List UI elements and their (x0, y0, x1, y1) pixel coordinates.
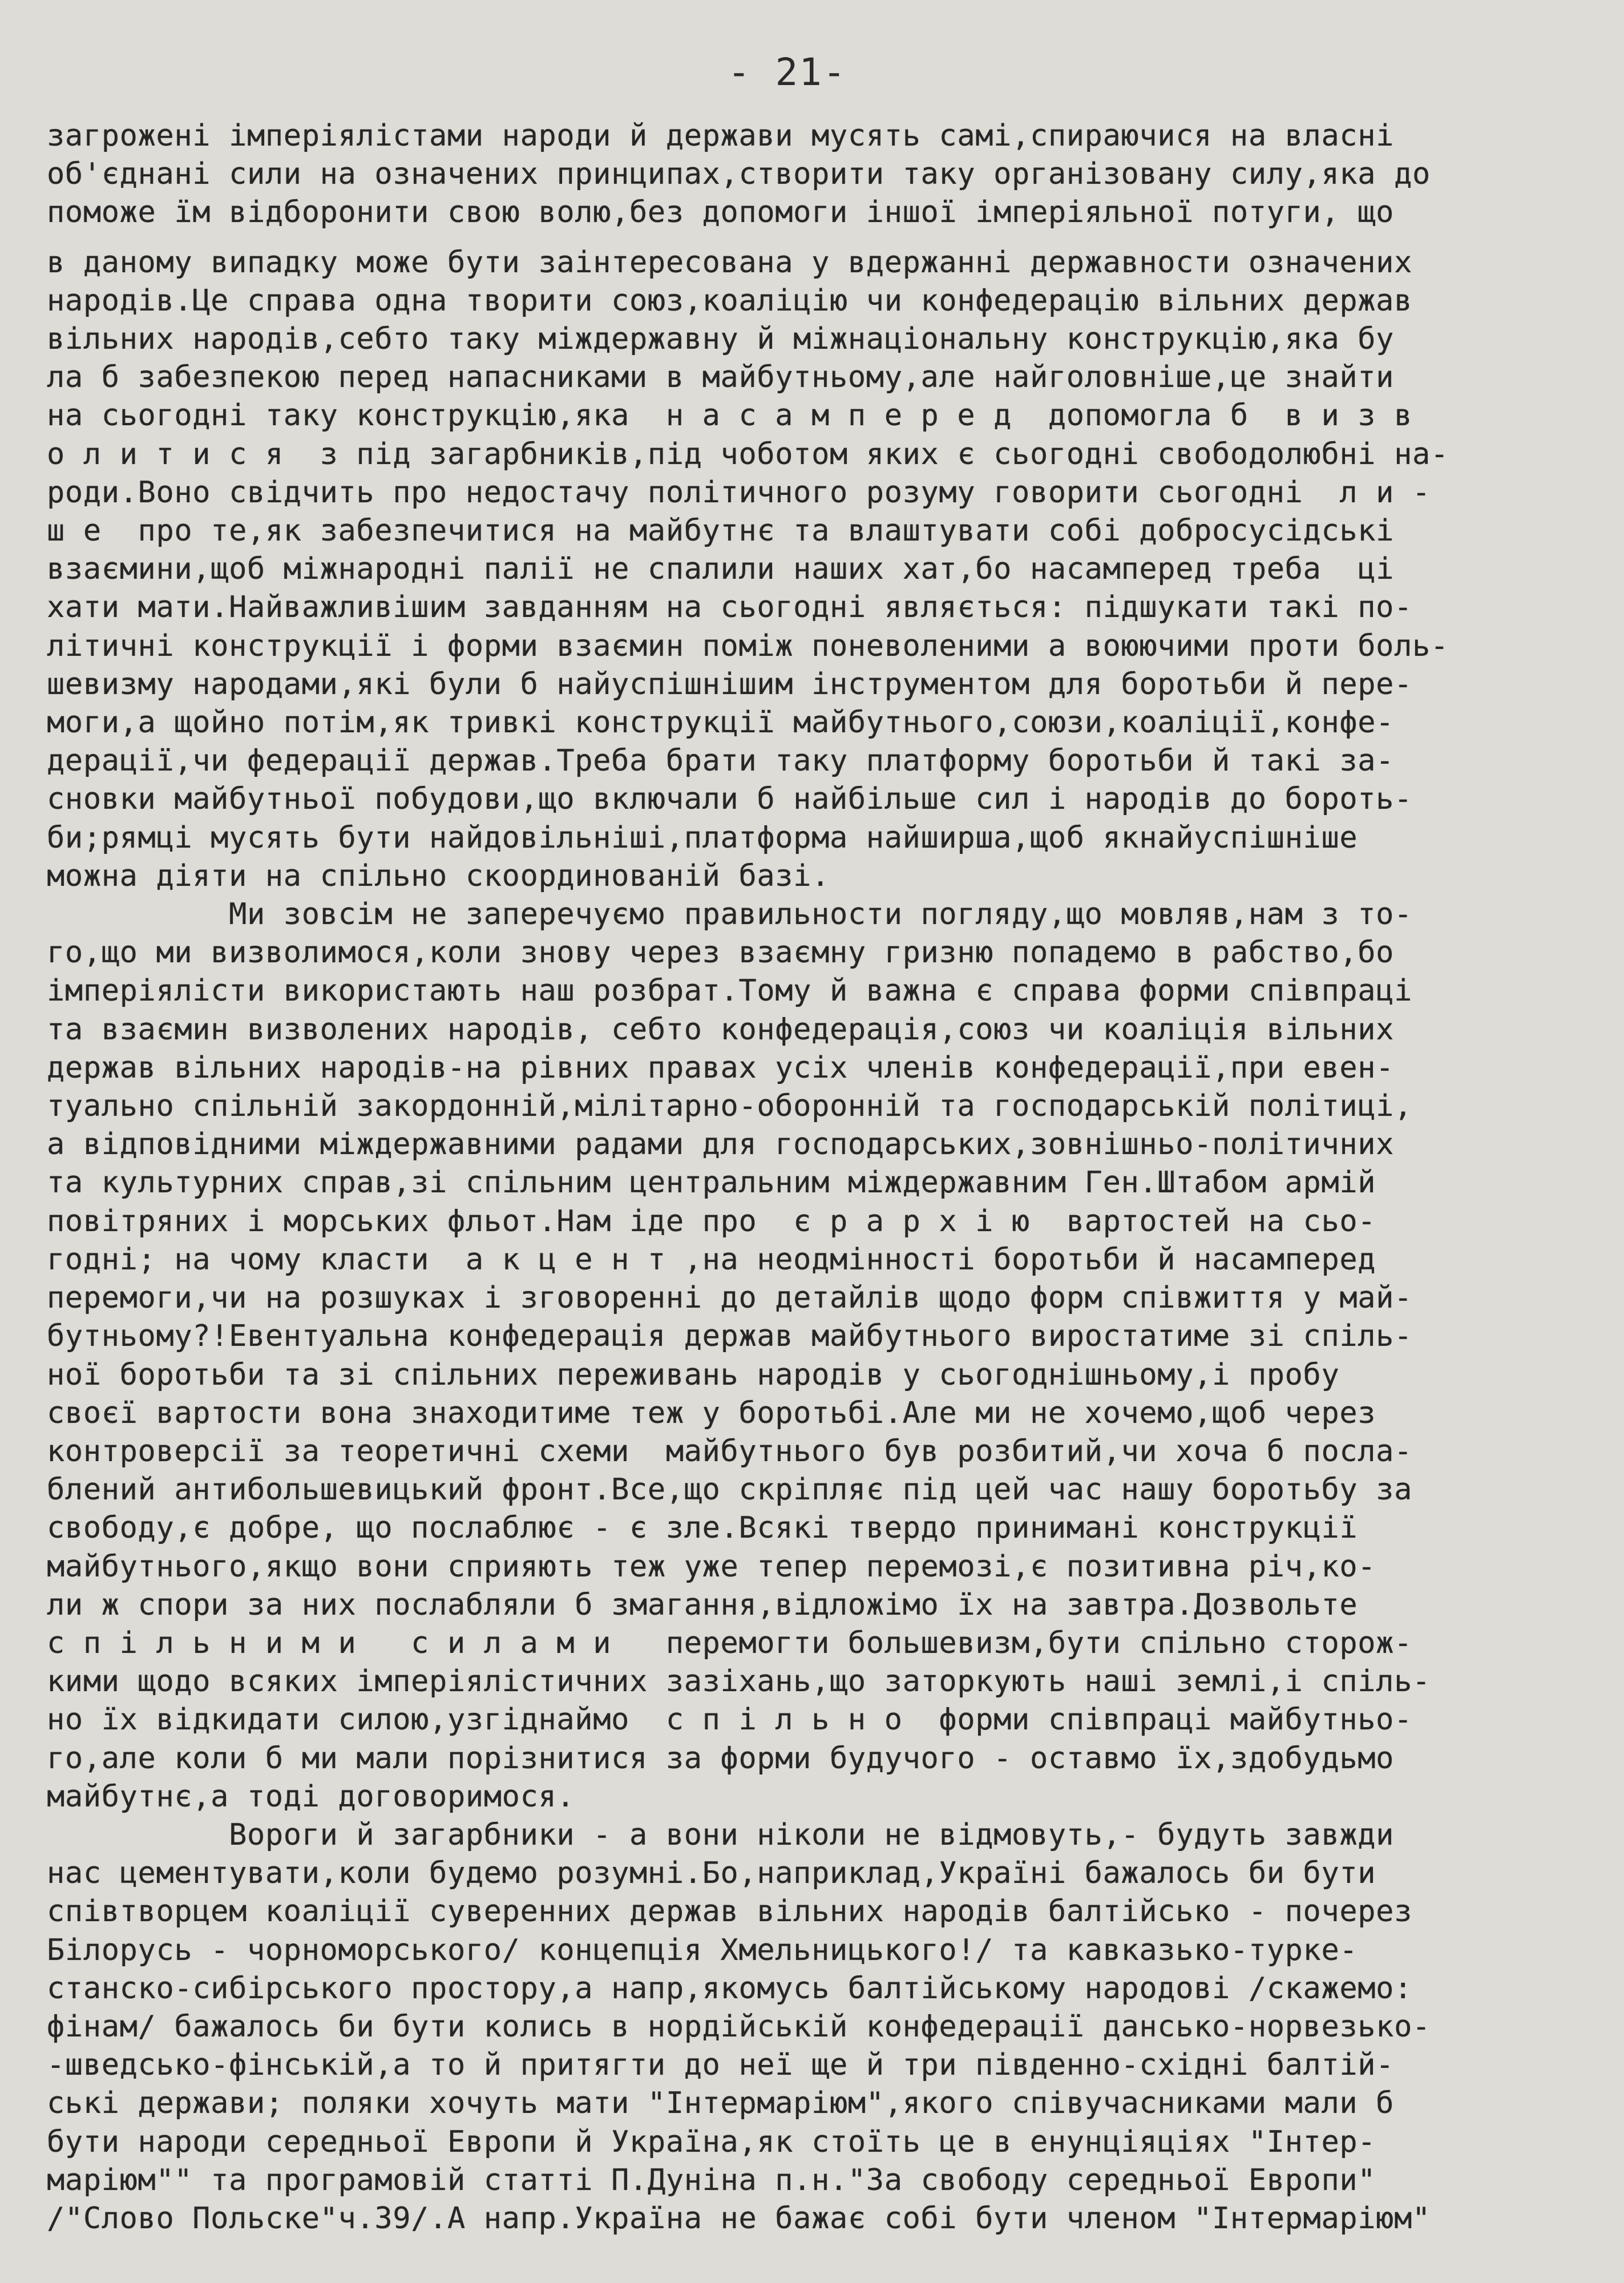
text-line: держав вільних народів-на рівних правах усіх членів конфедерації,при евен- (47, 1050, 1395, 1085)
text-line: сновки майбутньої побудови,що включали б найбільше сил і народів до бороть- (47, 782, 1412, 817)
text-line: взаємини,щоб міжнародні палії не спалили наших хат,бо насамперед треба ці (47, 552, 1395, 587)
text-line: контроверсії за теоретичні схеми майбутнього був розбитий,чи хоча б посла- (47, 1434, 1412, 1469)
text-line: годні; на чому класти а к ц е н т ,на неодмінності боротьби й насамперед (47, 1242, 1376, 1277)
text-line: а відповідними міждержавними радами для господарських,зовнішньо-політичних (47, 1127, 1395, 1162)
body-text (47, 117, 1587, 2238)
text-line: хати мати.Найважливішим завданням на сьогодні являється: підшукати такі по- (47, 590, 1412, 625)
text-line: на сьогодні таку конструкцію,яка н а с а м п е р е д допомогла б в и з в (47, 398, 1412, 433)
text-line: /"Слово Польске"ч.39/.А напр.Україна не бажає собі бути членом "Інтермаріюм" (47, 2201, 1431, 2236)
text-line: вільних народів,себто таку міждержавну й міжнаціональну конструкцію,яка бу (47, 322, 1395, 357)
text-line: ної боротьби та зі спільних переживань народів у сьогоднішньому,і пробу (47, 1357, 1340, 1392)
page-number: - 21- (728, 50, 847, 94)
text-line: блений антибольшевицький фронт.Все,що скріпляє під цей час нашу боротьбу за (47, 1473, 1412, 1507)
text-line: бутньому?!Евентуальна конфедерація держав майбутнього виростатиме зі спіль- (47, 1319, 1412, 1354)
text-line: імперіялісти використають наш розбрат.Тому й важна є справа форми співпраці (47, 974, 1412, 1009)
text-line: роди.Воно свідчить про недостачу політичного розуму говорити сьогодні л и - (47, 475, 1431, 510)
text-line: можна діяти на спільно скоординованій базі. (47, 858, 830, 893)
text-line: ли ж спори за них послабляли б змагання,відложімо їх на завтра.Дозвольте (47, 1587, 1358, 1622)
text-line: ш е про те,як забезпечитися на майбутнє та влаштувати собі добросусідські (47, 514, 1395, 548)
text-line: літичні конструкції і форми взаємин поміж поневоленими а воюючими проти боль- (47, 628, 1449, 663)
text-line: повітряних і морських фльот.Нам іде про є р а р х і ю вартостей на сьо- (47, 1204, 1376, 1239)
text-line: нас цементувати,коли будемо розумні.Бо,наприклад,Україні бажалось би бути (47, 1856, 1376, 1891)
text-line: співтворцем коаліції суверенних держав вільних народів балтійсько - почерез (47, 1894, 1412, 1929)
text-line: но їх відкидати силою,узгіднаймо с п і л ь н о форми співпраці майбутньо- (47, 1703, 1412, 1737)
text-line: об'єднані сили на означених принципах,створити таку організовану силу,яка до (47, 157, 1431, 192)
text-line: перемоги,чи на розшуках і зговоренні до детайлів щодо форм співжиття у май- (47, 1281, 1412, 1316)
text-line: дерації,чи федерації держав.Треба брати таку платформу боротьби й такі за- (47, 744, 1395, 779)
text-line: кими щодо всяких імперіялістичних зазіхань,що заторкують наші землі,і спіль- (47, 1664, 1431, 1699)
text-line: го,що ми визволимося,коли знову через взаємну гризню попадемо в рабство,бо (47, 935, 1395, 970)
text-line: бути народи середньої Европи й Україна,як стоїть це в енунціяціях "Інтер- (47, 2124, 1376, 2159)
text-line: би;рямці мусять бути найдовільніші,платформа найширша,щоб якнайуспішніше (47, 820, 1358, 855)
text-line: моги,а щойно потім,як тривкі конструкції майбутнього,союзи,коаліції,конфе- (47, 705, 1395, 740)
text-line: майбутнього,якщо вони сприяють теж уже тепер перемозі,є позитивна річ,ко- (47, 1549, 1376, 1584)
text-line: ські держави; поляки хочуть мати "Інтермаріюм",якого співучасниками мали б (47, 2086, 1395, 2121)
text-line: фінам/ бажалось би бути колись в нордійській конфедерації дансько-норвезько- (47, 2009, 1431, 2044)
text-line: го,але коли б ми мали порізнитися за форми будучого - оставмо їх,здобудьмо (47, 1741, 1395, 1776)
text-line: та взаємин визволених народів, себто конфедерація,союз чи коаліція вільних (47, 1012, 1395, 1047)
text-line: загрожені імперіялістами народи й держави мусять самі,спираючися на власні (47, 119, 1395, 153)
text-line: -шведсько-фінській,а то й притягти до неї ще й три південно-східні балтій- (47, 2048, 1395, 2083)
text-line: Ми зовсім не заперечуємо правильности погляду,що мовляв,нам з то- (47, 897, 1412, 932)
text-line: о л и т и с я з під загарбників,під чоботом яких є сьогодні свободолюбні на- (47, 437, 1449, 471)
text-line: в даному випадку може бути заінтересована у вдержанні державности означених (47, 245, 1412, 280)
text-line: своєї вартости вона знаходитиме теж у боротьбі.Але ми не хочемо,щоб через (47, 1395, 1376, 1430)
text-line: Вороги й загарбники - а вони ніколи не відмовуть,- будуть завжди (47, 1817, 1395, 1852)
text-line: Білорусь - чорноморського/ концепція Хмельницького!/ та кавказько-турке- (47, 1933, 1358, 1967)
text-line: шевизму народами,які були б найуспішнішим інструментом для боротьби й пере- (47, 667, 1412, 701)
text-line: с п і л ь н и м и с и л а м и перемогти большевизм,бути спільно сторож- (47, 1625, 1412, 1660)
text-line: народів.Це справа одна творити союз,коаліцію чи конфедерацію вільних держав (47, 283, 1412, 318)
text-line: ла б забезпекою перед напасниками в майбутньому,але найголовніше,це знайти (47, 360, 1395, 395)
text-line: маріюм"" та програмовій статті П.Дуніна п.н."За свободу середньої Европи" (47, 2163, 1376, 2197)
text-line: станско-сибірського простору,а напр,якомусь балтійському народові /скажемо: (47, 1971, 1412, 2006)
text-line: туально спільній закордонній,мілітарно-оборонній та господарській політиці, (47, 1089, 1412, 1124)
text-line: майбутнє,а тоді договоримося. (47, 1779, 575, 1814)
text-line: свободу,є добре, що послаблює - є зле.Всякі твердо принимані конструкції (47, 1511, 1358, 1546)
text-line: та культурних справ,зі спільним центральним міждержавним Ген.Штабом армій (47, 1165, 1376, 1200)
text-line: поможе їм відборонити свою волю,без допомоги іншої імперіяльної потуги, що (47, 195, 1395, 230)
